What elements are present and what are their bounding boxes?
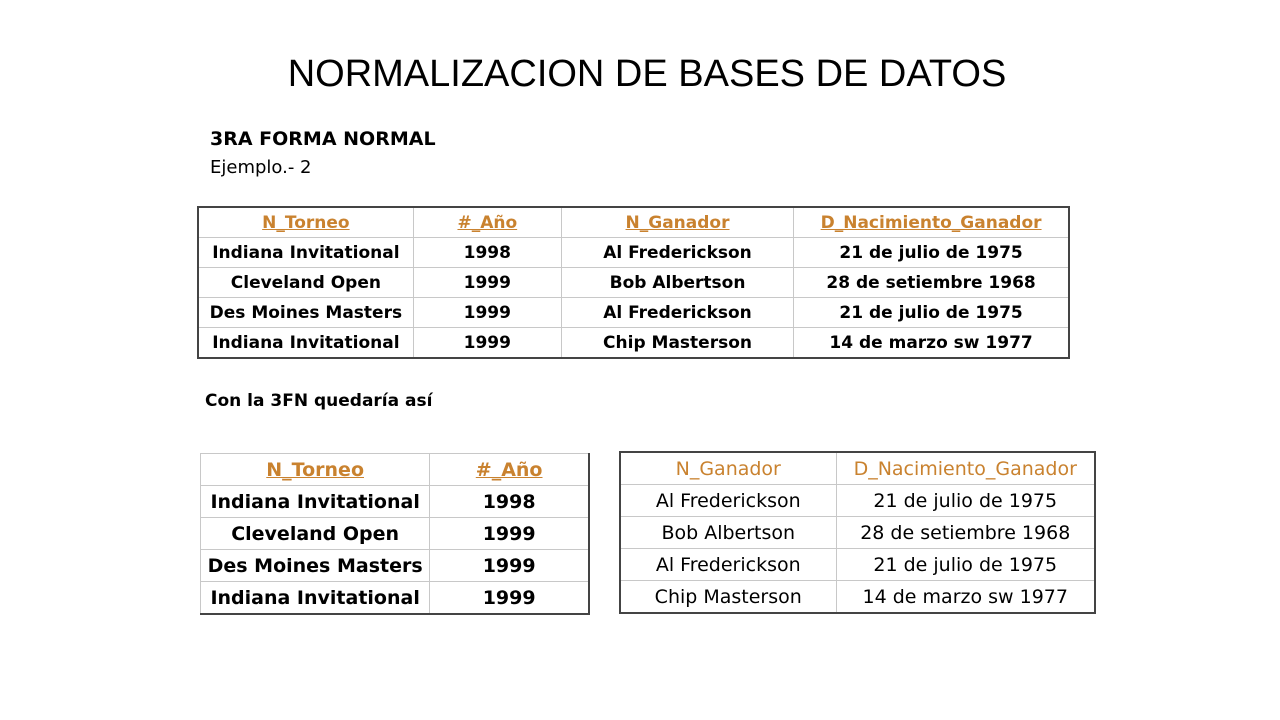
- table-cell: 1999: [413, 268, 561, 298]
- section-subtitle: 3RA FORMA NORMAL: [210, 128, 436, 150]
- table-cell: 1998: [430, 486, 589, 518]
- table-cell: 1999: [430, 582, 589, 615]
- column-header: #_Año: [430, 454, 589, 486]
- table-cell: Chip Masterson: [620, 581, 836, 614]
- table-cell: Indiana Invitational: [198, 328, 413, 359]
- column-header: N_Ganador: [561, 207, 793, 238]
- table-cell: Cleveland Open: [198, 268, 413, 298]
- column-header: D_Nacimiento_Ganador: [836, 452, 1095, 485]
- table-cell: 14 de marzo sw 1977: [794, 328, 1069, 359]
- table-cell: 1999: [430, 550, 589, 582]
- column-header: N_Torneo: [201, 454, 430, 486]
- table-cell: Indiana Invitational: [201, 582, 430, 615]
- table-row: [620, 517, 1095, 549]
- table-row: [198, 328, 1069, 359]
- table-row: [198, 298, 1069, 328]
- table-cell: 28 de setiembre 1968: [836, 517, 1095, 549]
- table-row: [620, 549, 1095, 581]
- table-cell: 21 de julio de 1975: [836, 485, 1095, 517]
- slide-title: NORMALIZACION DE BASES DE DATOS: [287, 53, 1007, 96]
- table-cell: 21 de julio de 1975: [794, 298, 1069, 328]
- table-row: [620, 581, 1095, 614]
- table-cell: Bob Albertson: [561, 268, 793, 298]
- table-cell: 1999: [413, 328, 561, 359]
- table-cell: Des Moines Masters: [201, 550, 430, 582]
- column-header: N_Torneo: [198, 207, 413, 238]
- table-cell: Cleveland Open: [201, 518, 430, 550]
- table-row: [198, 238, 1069, 268]
- column-header: N_Ganador: [620, 452, 836, 485]
- table-cell: 1998: [413, 238, 561, 268]
- table-row: [201, 582, 590, 615]
- original-table: [197, 206, 1070, 359]
- column-header: D_Nacimiento_Ganador: [794, 207, 1069, 238]
- table-cell: Al Frederickson: [561, 238, 793, 268]
- column-header: #_Año: [413, 207, 561, 238]
- result-caption: Con la 3FN quedaría así: [205, 391, 433, 411]
- example-label: Ejemplo.- 2: [210, 157, 312, 178]
- table-cell: Bob Albertson: [620, 517, 836, 549]
- table-cell: Des Moines Masters: [198, 298, 413, 328]
- table-cell: 21 de julio de 1975: [794, 238, 1069, 268]
- table-header-row: [198, 207, 1069, 238]
- table-cell: Indiana Invitational: [201, 486, 430, 518]
- table-header-row: [620, 452, 1095, 485]
- table-cell: 1999: [430, 518, 589, 550]
- table-cell: Al Frederickson: [620, 549, 836, 581]
- table-cell: Al Frederickson: [561, 298, 793, 328]
- table-row: [198, 268, 1069, 298]
- table-row: [620, 485, 1095, 517]
- table-cell: 28 de setiembre 1968: [794, 268, 1069, 298]
- table-cell: Al Frederickson: [620, 485, 836, 517]
- table-cell: 14 de marzo sw 1977: [836, 581, 1095, 614]
- table-cell: 21 de julio de 1975: [836, 549, 1095, 581]
- table-cell: Indiana Invitational: [198, 238, 413, 268]
- tournament-table: [200, 453, 590, 615]
- winner-table: [619, 451, 1096, 614]
- table-header-row: [201, 454, 590, 486]
- table-row: [201, 550, 590, 582]
- table-row: [201, 486, 590, 518]
- table-cell: Chip Masterson: [561, 328, 793, 359]
- table-cell: 1999: [413, 298, 561, 328]
- table-row: [201, 518, 590, 550]
